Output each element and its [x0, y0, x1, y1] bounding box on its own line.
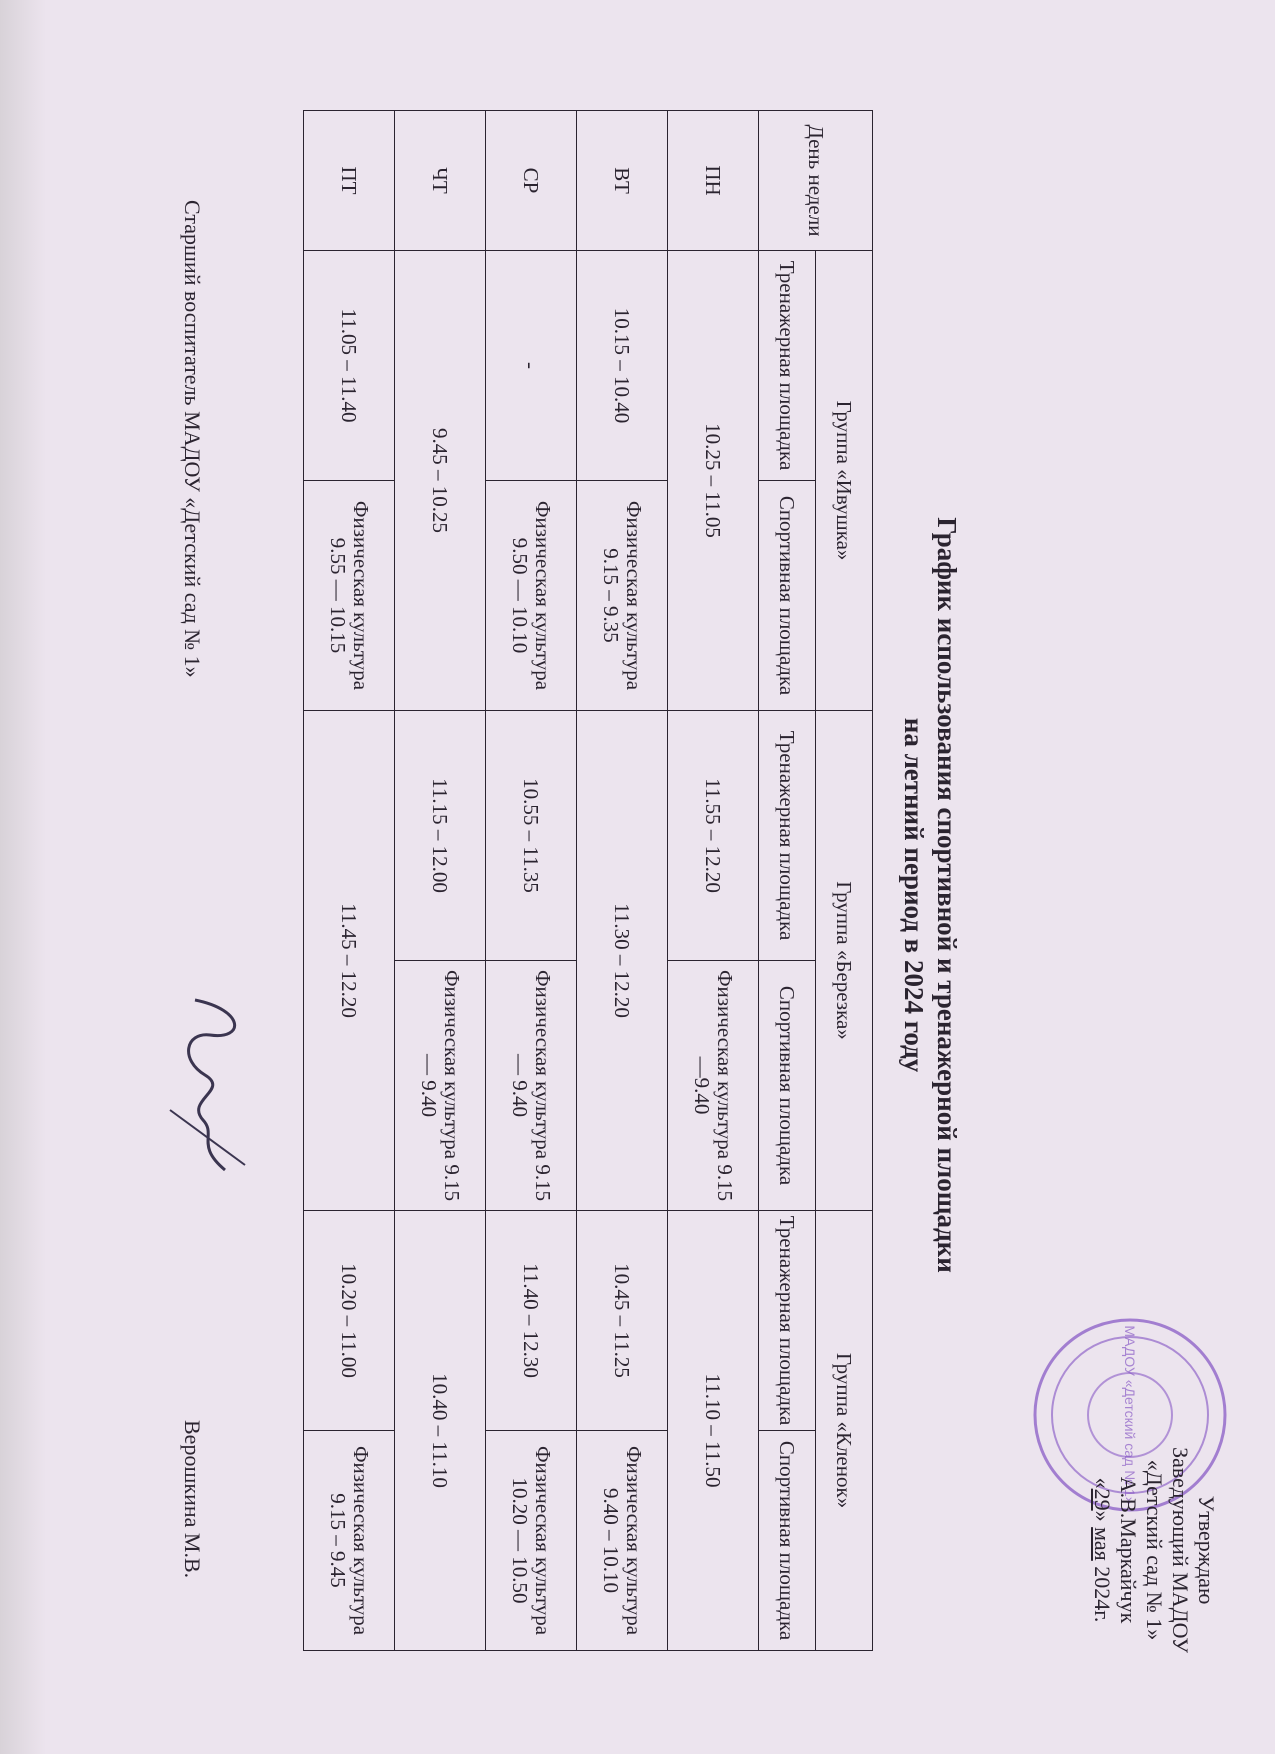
schedule-cell: Физическая культура 9.15 — 9.40: [486, 961, 577, 1211]
day-cell: ПН: [668, 111, 759, 251]
group-header-berezka: Группа «Березка»: [816, 711, 873, 1211]
schedule-cell: Физическая культура 9.55 — 10.15: [304, 481, 395, 711]
schedule-cell: 10.25 – 11.05: [668, 251, 759, 711]
table-row: [395, 111, 486, 1651]
title-line: График использования спортивной и тренажерной площадки: [932, 517, 962, 1273]
subheader-trainer: Тренажерная площадка: [759, 251, 816, 481]
approval-date: [1089, 1385, 1115, 1715]
schedule-cell: 11.40 – 12.30: [486, 1211, 577, 1431]
day-cell: ПТ: [304, 111, 395, 251]
document-title: [897, 330, 963, 1460]
schedule-cell: 10.45 – 11.25: [577, 1211, 668, 1431]
table-row: [668, 111, 759, 1651]
day-cell: СР: [486, 111, 577, 251]
schedule-cell: Физическая культура 9.15 – 9.35: [577, 481, 668, 711]
schedule-cell: Физическая культура 10.20 — 10.50: [486, 1431, 577, 1651]
footer-position: Старший воспитатель МАДОУ «Детский сад № 1»: [180, 200, 205, 678]
footer-name: Верошкина М.В.: [180, 1420, 205, 1579]
subheader-sport: Спортивная площадка: [759, 481, 816, 711]
date-year: 2024г.: [1090, 1560, 1115, 1623]
date-quote-close: »: [1090, 1510, 1115, 1528]
approval-line: «Детский сад № 1»: [1142, 1459, 1167, 1641]
subheader-sport: Спортивная площадка: [759, 1431, 816, 1651]
schedule-cell: 11.15 – 12.00: [395, 711, 486, 961]
day-cell: ВТ: [577, 111, 668, 251]
schedule-cell: Физическая культура 9.15 — 9.40: [395, 961, 486, 1211]
table-row: [304, 111, 395, 1651]
approval-line: Заведующий МАДОУ: [1168, 1447, 1193, 1653]
subheader-trainer: Тренажерная площадка: [759, 1211, 816, 1431]
schedule-cell: Физическая культура 9.15—9.40: [668, 961, 759, 1211]
schedule-cell: 11.30 – 12.20: [577, 711, 668, 1211]
schedule-cell: 10.40 – 11.10: [395, 1211, 486, 1651]
schedule-cell: 9.45 – 10.25: [395, 251, 486, 711]
title-line: на летний период в 2024 году: [899, 717, 929, 1073]
approval-line: Утверждаю: [1194, 1495, 1219, 1605]
approval-line: А.В.Маркайчук: [1116, 1476, 1141, 1624]
group-header-ivushka: Группа «Ивушка»: [816, 251, 873, 711]
schedule-cell: Физическая культура 9.40 – 10.10: [577, 1431, 668, 1651]
handwritten-signature: [155, 980, 265, 1190]
schedule-cell: 11.45 – 12.20: [304, 711, 395, 1211]
schedule-cell: Физическая культура 9.15 – 9.45: [304, 1431, 395, 1651]
day-header: День недели: [759, 111, 873, 251]
date-month: мая: [1090, 1527, 1115, 1561]
schedule-cell: -: [486, 251, 577, 481]
schedule-table: [303, 110, 873, 1651]
schedule-cell: 11.10 – 11.50: [668, 1211, 759, 1651]
schedule-cell: 11.05 – 11.40: [304, 251, 395, 481]
schedule-cell: 10.55 – 11.35: [486, 711, 577, 961]
table-row: [486, 111, 577, 1651]
schedule-cell: 11.55 – 12.20: [668, 711, 759, 961]
date-quote-open: «: [1090, 1477, 1115, 1489]
stamp-text: МАДОУ «Детский сад № 1»: [1122, 1325, 1138, 1505]
date-day: 29: [1090, 1488, 1115, 1511]
subheader-sport: Спортивная площадка: [759, 961, 816, 1211]
day-cell: ЧТ: [395, 111, 486, 251]
schedule-cell: 10.20 – 11.00: [304, 1211, 395, 1431]
schedule-cell: 10.15 – 10.40: [577, 251, 668, 481]
approval-block: [1089, 1385, 1219, 1715]
group-header-klenok: Группа «Кленок»: [816, 1211, 873, 1651]
table-row: [577, 111, 668, 1651]
subheader-trainer: Тренажерная площадка: [759, 711, 816, 961]
schedule-cell: Физическая культура 9.50 — 10.10: [486, 481, 577, 711]
